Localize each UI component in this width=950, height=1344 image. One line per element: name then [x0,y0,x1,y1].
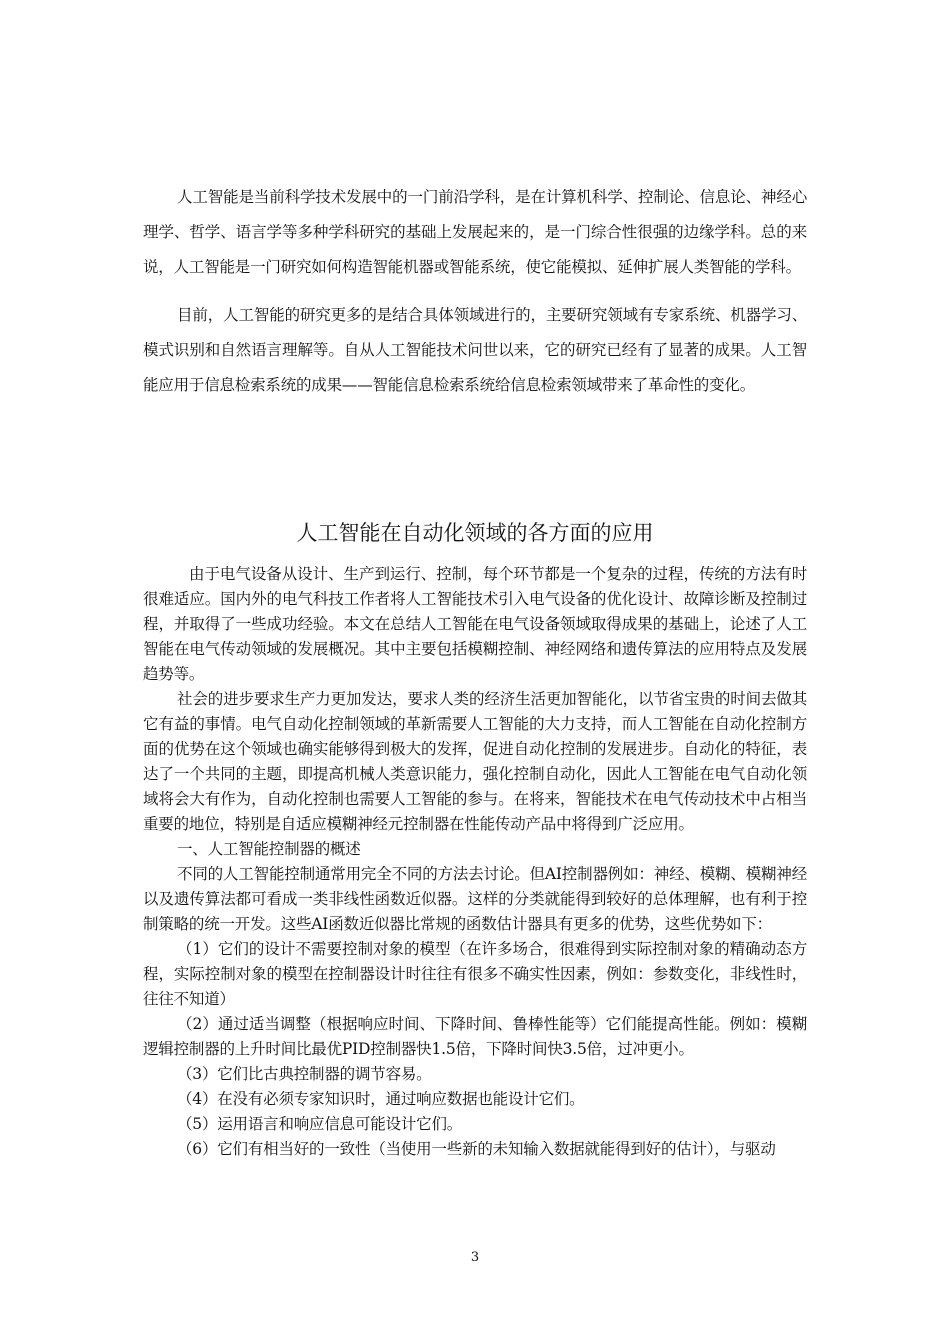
intro-paragraph-2: 目前，人工智能的研究更多的是结合具体领域进行的，主要研究领域有专家系统、机器学习、模式识别和自然语言理解等。自从人工智能技术问世以来，它的研究已经有了显著的成果。人工智能应用于信息检索系统的成果——智能信息检索系统给信息检索领域带来了革命性的变化。 [143,306,807,394]
list-item: （3）它们比古典控制器的调节容易。 [177,1065,432,1083]
list-item: （1）它们的设计不需要控制对象的模型（在许多场合，很难得到实际控制对象的精确动态方程，实际控制对象的模型在控制器设计时往往有很多不确实性因素，例如：参数变化，非线性时，往往不知道） [143,940,807,1008]
intro-paragraph-1: 人工智能是当前科学技术发展中的一门前沿学科，是在计算机科学、控制论、信息论、神经心理学、哲学、语言学等多种学科研究的基础上发展起来的，是一门综合性很强的边缘学科。总的来说，人工智能是一门研究如何构造智能机器或智能系统，使它能模拟、延伸扩展人类智能的学科。 [143,188,807,276]
list-item: （5）运用语言和响应信息可能设计它们。 [177,1115,463,1133]
subheading: 一、人工智能控制器的概述 [177,840,361,858]
section-title: 人工智能在自动化领域的各方面的应用 [296,521,654,545]
intro-section [143,180,807,416]
list-item: （4）在没有必须专家知识时，通过响应数据也能设计它们。 [177,1090,585,1108]
list-item: （6）它们有相当好的一致性（当使用一些新的未知输入数据就能得到好的估计），与驱动 [177,1140,776,1158]
body-paragraph-2: 社会的进步要求生产力更加发达，要求人类的经济生活更加智能化，以节省宝贵的时间去做其它有益的事情。电气自动化控制领域的革新需要人工智能的大力支持，而人工智能在自动化控制方面的优势在这个领域也确实能够得到极大的发挥，促进自动化控制的发展进步。自动化的特征，表达了一个共同的主题，即提高机械人类意识能力，强化控制自动化，因此人工智能在电气自动化领域将会大有作为，自动化控制也需要人工智能的参与。在将来，智能技术在电气传动技术中占相当重要的地位，特别是自适应模糊神经元控制器在性能传动产品中将得到广泛应用。 [143,690,807,833]
body-paragraph-1: 由于电气设备从设计、生产到运行、控制，每个环节都是一个复杂的过程，传统的方法有时很难适应。国内外的电气科技工作者将人工智能技术引入电气设备的优化设计、故障诊断及控制过程，并取得了一些成功经验。本文在总结人工智能在电气设备领域取得成果的基础上，论述了人工智能在电气传动领域的发展概况。其中主要包括模糊控制、神经网络和遗传算法的应用特点及发展趋势等。 [143,565,807,683]
page-number: 3 [470,1250,480,1265]
body-paragraph-3: 不同的人工智能控制通常用完全不同的方法去讨论。但AI控制器例如：神经、模糊、模糊神经以及遗传算法都可看成一类非线性函数近似器。这样的分类就能得到较好的总体理解，也有利于控制策略的统一开发。这些AI函数近似器比常规的函数估计器具有更多的优势，这些优势如下： [143,865,807,933]
section-body [143,562,807,1162]
list-item: （2）通过适当调整（根据响应时间、下降时间、鲁棒性能等）它们能提高性能。例如：模糊逻辑控制器的上升时间比最优PID控制器快1.5倍，下降时间快3.5倍，过冲更小。 [143,1015,807,1058]
